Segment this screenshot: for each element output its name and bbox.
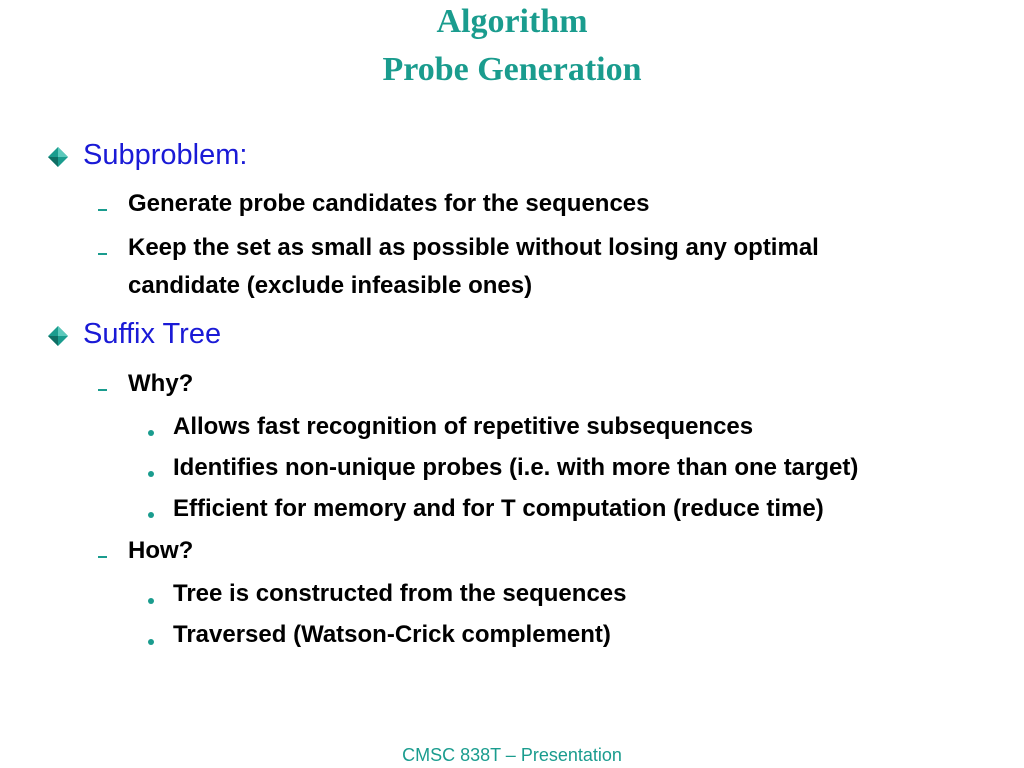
dot-bullet-icon [148, 639, 154, 645]
dot-bullet-icon [148, 430, 154, 436]
subproblem-item-1: Generate probe candidates for the sequences [128, 190, 650, 217]
dash-bullet-icon [98, 209, 107, 211]
how-item-1: Tree is constructed from the sequences [173, 580, 627, 607]
subproblem-item-2-continued: candidate (exclude infeasible ones) [128, 272, 533, 299]
dash-bullet-icon [98, 556, 107, 558]
dash-bullet-icon [98, 389, 107, 391]
suffix-tree-how-label: How? [128, 537, 194, 564]
why-item-3: Efficient for memory and for T computation (reduce time) [173, 495, 824, 522]
how-item-2: Traversed (Watson-Crick complement) [173, 621, 611, 648]
dot-bullet-icon [148, 471, 154, 477]
dot-bullet-icon [148, 598, 154, 604]
why-item-1: Allows fast recognition of repetitive subsequences [173, 413, 754, 440]
dash-bullet-icon [98, 253, 107, 255]
why-item-2: Identifies non-unique probes (i.e. with more than one target) [173, 454, 859, 481]
slide-footer: CMSC 838T – Presentation [402, 745, 622, 765]
heading-suffix-tree: Suffix Tree [83, 318, 222, 350]
dot-bullet-icon [148, 512, 154, 518]
suffix-tree-why-label: Why? [128, 370, 194, 397]
subproblem-item-2: Keep the set as small as possible without losing any optimal [128, 234, 819, 261]
slide-title-line-2: Probe Generation [382, 51, 642, 88]
heading-subproblem: Subproblem: [83, 139, 248, 171]
diamond-bullet-icon [47, 325, 69, 347]
diamond-bullet-icon [47, 146, 69, 168]
slide-title-line-1: Algorithm [436, 3, 588, 40]
